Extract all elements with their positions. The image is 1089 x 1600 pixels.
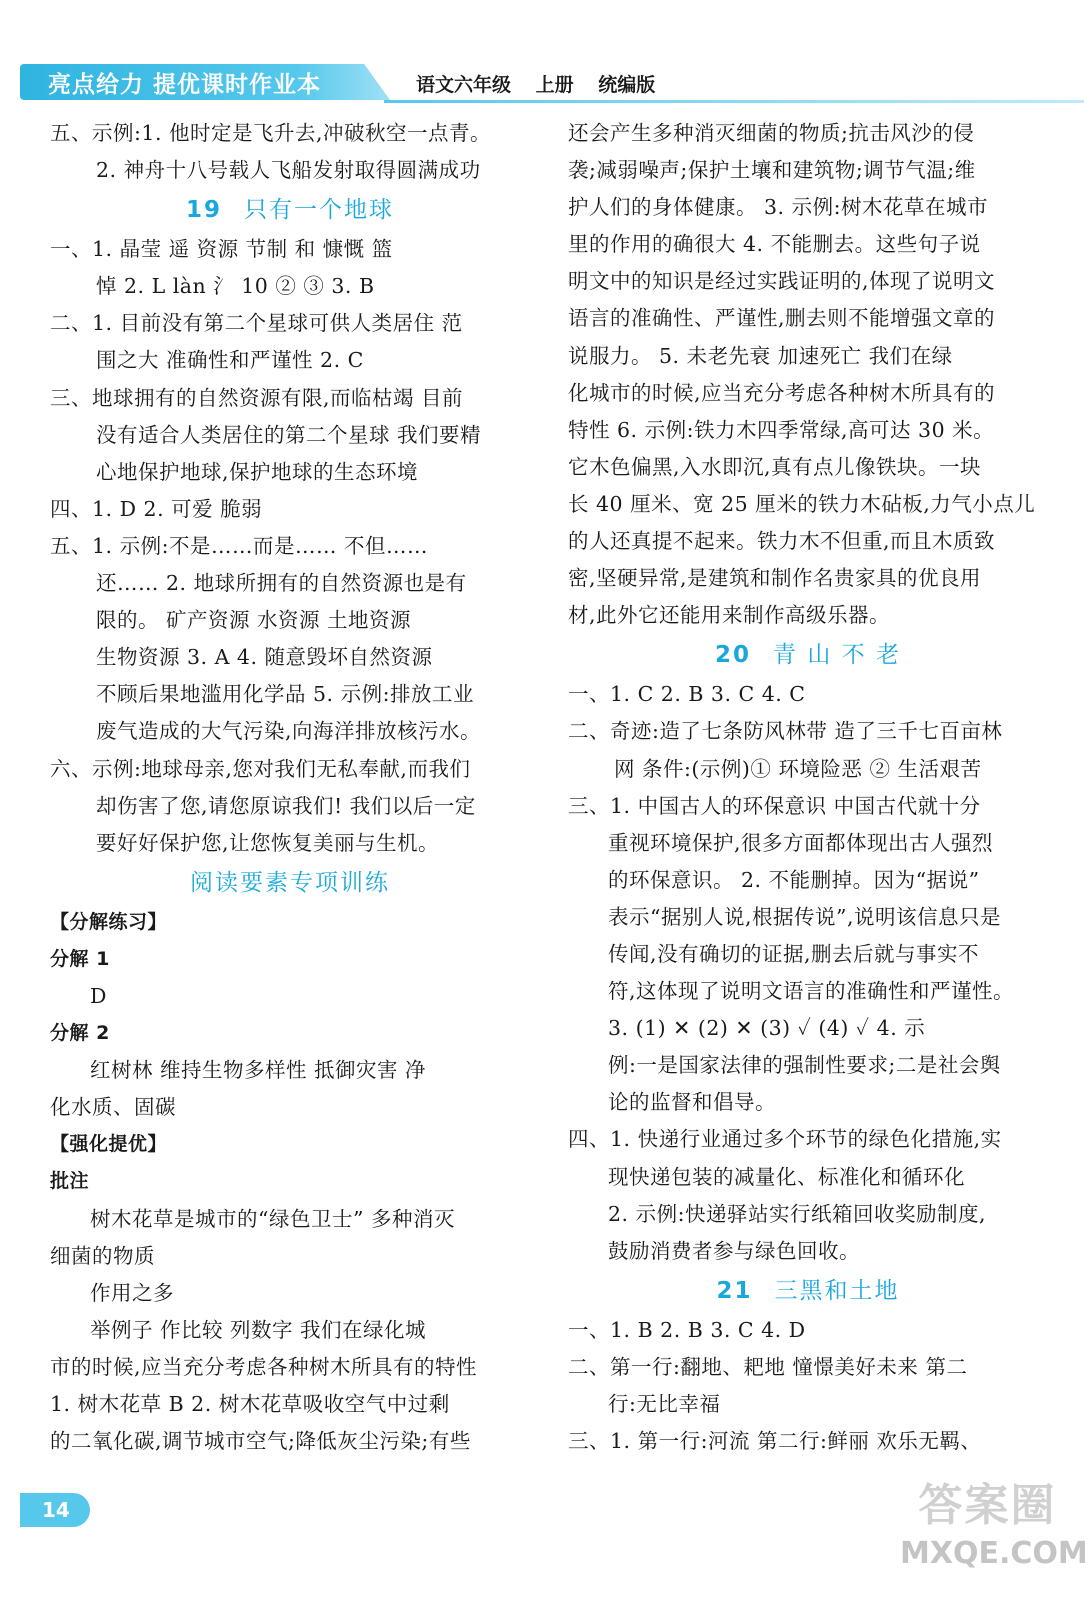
answer-line: 没有适合人类居住的第二个星球 我们要精 — [96, 422, 482, 447]
answer-line: 1. 树木花草 B 2. 树木花草吸收空气中过剩 — [50, 1392, 450, 1416]
answer-line: 却伤害了您,请您原谅我们! 我们以后一定 — [96, 793, 476, 818]
section-name: 青 山 不 老 — [773, 642, 901, 669]
answer-line: 传闻,没有确切的证据,删去后就与事实不 — [608, 941, 980, 966]
answer-line: 2. 神舟十八号载人飞船发射取得圆满成功 — [96, 158, 481, 183]
answer-line: 限的。 矿产资源 水资源 土地资源 — [96, 608, 412, 633]
answer-line: 语言的准确性、严谨性,删去则不能增强文章的 — [568, 306, 996, 331]
answer-line: 三、1. 第一行:河流 第二行:鲜丽 欢乐无羁、 — [568, 1429, 982, 1454]
answer-line: 还…… 2. 地球所拥有的自然资源也是有 — [96, 571, 467, 596]
section-title-19 — [50, 189, 530, 231]
section-number: 21 — [716, 1277, 753, 1304]
answer-line: 二、奇迹:造了七条防风林带 造了三千七百亩林 — [568, 719, 1003, 744]
answer-line: 现快递包装的减量化、标准化和循环化 — [608, 1164, 965, 1189]
answer-line: 符,这体现了说明文语言的准确性和严谨性。 — [608, 979, 1015, 1004]
answer-line: 的二氧化碳,调节城市空气;降低灰尘污染;有些 — [50, 1429, 471, 1454]
answer-line: 护人们的身体健康。 3. 示例:树木花草在城市 — [568, 195, 988, 220]
answer-line: 2. 示例:快递驿站实行纸箱回收奖励制度, — [608, 1201, 986, 1226]
page-number: 14 — [20, 1493, 90, 1527]
answer-line: 作用之多 — [90, 1280, 174, 1305]
answer-line: 市的时候,应当充分考虑各种树木所具有的特性 — [50, 1354, 478, 1379]
answer-line: 红树林 维持生物多样性 抵御灾害 净 — [90, 1058, 427, 1083]
subsection-label: 分解 2 — [50, 1022, 110, 1045]
answer-line: 细菌的物质 — [50, 1243, 155, 1268]
answer-line: 三、地球拥有的自然资源有限,而临枯竭 目前 — [50, 385, 464, 410]
watermark-text: 答案圈 — [918, 1480, 1057, 1531]
right-column — [568, 115, 1048, 1460]
answer-line: 表示“据别人说,根据传说”,说明该信息只是 — [608, 904, 1001, 929]
answer-line: 它木色偏黑,入水即沉,真有点儿像铁块。一块 — [568, 454, 982, 479]
answer-line: 例:一是国家法律的强制性要求;二是社会舆 — [608, 1053, 1001, 1078]
answer-line: 论的监督和倡导。 — [608, 1090, 776, 1115]
answer-line: 3. (1) ✕ (2) ✕ (3) ✓ (4) ✓ 4. 示 — [608, 1016, 926, 1041]
answer-line: 四、1. 快递行业通过多个环节的绿色化措施,实 — [568, 1127, 1002, 1152]
answer-line: 三、1. 中国古人的环保意识 中国古代就十分 — [568, 793, 981, 818]
answer-line: 明文中的知识是经过实践证明的,体现了说明文 — [568, 269, 996, 294]
section-name: 只有一个地球 — [244, 197, 394, 224]
header-rule — [384, 100, 1084, 103]
answer-line: 一、1. B 2. B 3. C 4. D — [568, 1317, 806, 1342]
answer-line: 的环保意识。 2. 不能删掉。因为“据说” — [608, 867, 980, 892]
answer-line: D — [90, 983, 107, 1008]
answer-line: 心地保护地球,保护地球的生态环境 — [96, 459, 419, 484]
answer-line: 化城市的时候,应当充分考虑各种树木所具有的 — [568, 380, 996, 405]
answer-line: 五、1. 示例:不是……而是…… 不但…… — [50, 533, 428, 558]
watermark-logo — [900, 1478, 1088, 1593]
answer-line: 一、1. 晶莹 遥 资源 节制 和 慷慨 篮 — [50, 237, 393, 262]
section-number: 20 — [715, 642, 752, 669]
left-column — [50, 115, 530, 1460]
answer-line: 生物资源 3. A 4. 随意毁坏自然资源 — [96, 645, 433, 670]
header-subtitle: 语文六年级 上册 统编版 — [416, 74, 656, 96]
section-number: 19 — [185, 197, 222, 224]
answer-line: 袭;减弱噪声;保护土壤和建筑物;调节气温;维 — [568, 158, 976, 183]
answer-line: 网 条件:(示例)① 环境险恶 ② 生活艰苦 — [614, 756, 982, 781]
answer-line: 的人还真提不起来。铁力木不但重,而且木质致 — [568, 529, 996, 554]
answer-line: 五、示例:1. 他时定是飞升去,冲破秋空一点青。 — [50, 121, 491, 145]
subsection-label: 【分解练习】 — [50, 910, 168, 933]
answer-line: 六、示例:地球母亲,您对我们无私奉献,而我们 — [50, 756, 471, 781]
answer-line: 不顾后果地滥用化学品 5. 示例:排放工业 — [96, 682, 474, 707]
answer-line: 里的作用的确很大 4. 不能删去。这些句子说 — [568, 232, 981, 257]
answer-line: 二、第一行:翻地、耙地 憧憬美好未来 第二 — [568, 1354, 968, 1379]
subsection-label: 【强化提优】 — [50, 1133, 168, 1156]
answer-line: 特性 6. 示例:铁力木四季常绿,高可达 30 米。 — [568, 417, 995, 442]
answer-line: 树木花草是城市的“绿色卫士” 多种消灭 — [90, 1206, 455, 1231]
answer-line: 长 40 厘米、宽 25 厘米的铁力木砧板,力气小点儿 — [568, 491, 1036, 516]
subsection-label: 分解 1 — [50, 947, 110, 970]
answer-line: 密,坚硬异常,是建筑和制作名贵家具的优良用 — [568, 566, 982, 591]
watermark-url: MXQE.COM — [900, 1536, 1088, 1571]
answer-line: 还会产生多种消灭细菌的物质;抗击风沙的侵 — [568, 121, 975, 145]
answer-line: 废气造成的大气污染,向海洋排放核污水。 — [96, 719, 482, 744]
section-title-reading — [50, 862, 530, 904]
page-header — [14, 62, 1074, 104]
answer-line: 一、1. C 2. B 3. C 4. C — [568, 682, 806, 707]
answer-line: 材,此外它还能用来制作高级乐器。 — [568, 603, 891, 628]
answer-line: 围之大 准确性和严谨性 2. C — [96, 348, 364, 373]
section-title-21 — [568, 1270, 1048, 1312]
answer-line: 举例子 作比较 列数字 我们在绿化城 — [90, 1317, 427, 1342]
header-title: 亮点给力 提优课时作业本 — [48, 72, 322, 98]
answer-line: 二、1. 目前没有第二个星球可供人类居住 范 — [50, 311, 463, 336]
answer-line: 说服力。 5. 未老先衰 加速死亡 我们在绿 — [568, 343, 953, 368]
answer-line: 要好好保护您,让您恢复美丽与生机。 — [96, 830, 440, 855]
section-title-20 — [568, 634, 1048, 676]
answer-line: 鼓励消费者参与绿色回收。 — [608, 1238, 860, 1263]
answer-line: 化水质、固碳 — [50, 1095, 176, 1120]
section-name: 阅读要素专项训练 — [190, 869, 390, 896]
answer-line: 四、1. D 2. 可爱 脆弱 — [50, 496, 263, 521]
answer-line: 重视环境保护,很多方面都体现出古人强烈 — [608, 830, 994, 855]
subsection-label: 批注 — [50, 1170, 90, 1193]
section-name: 三黑和土地 — [774, 1277, 900, 1304]
answer-line: 悼 2. L làn 氵 10 ② ③ 3. B — [96, 274, 375, 299]
answer-line: 行:无比幸福 — [608, 1392, 721, 1416]
